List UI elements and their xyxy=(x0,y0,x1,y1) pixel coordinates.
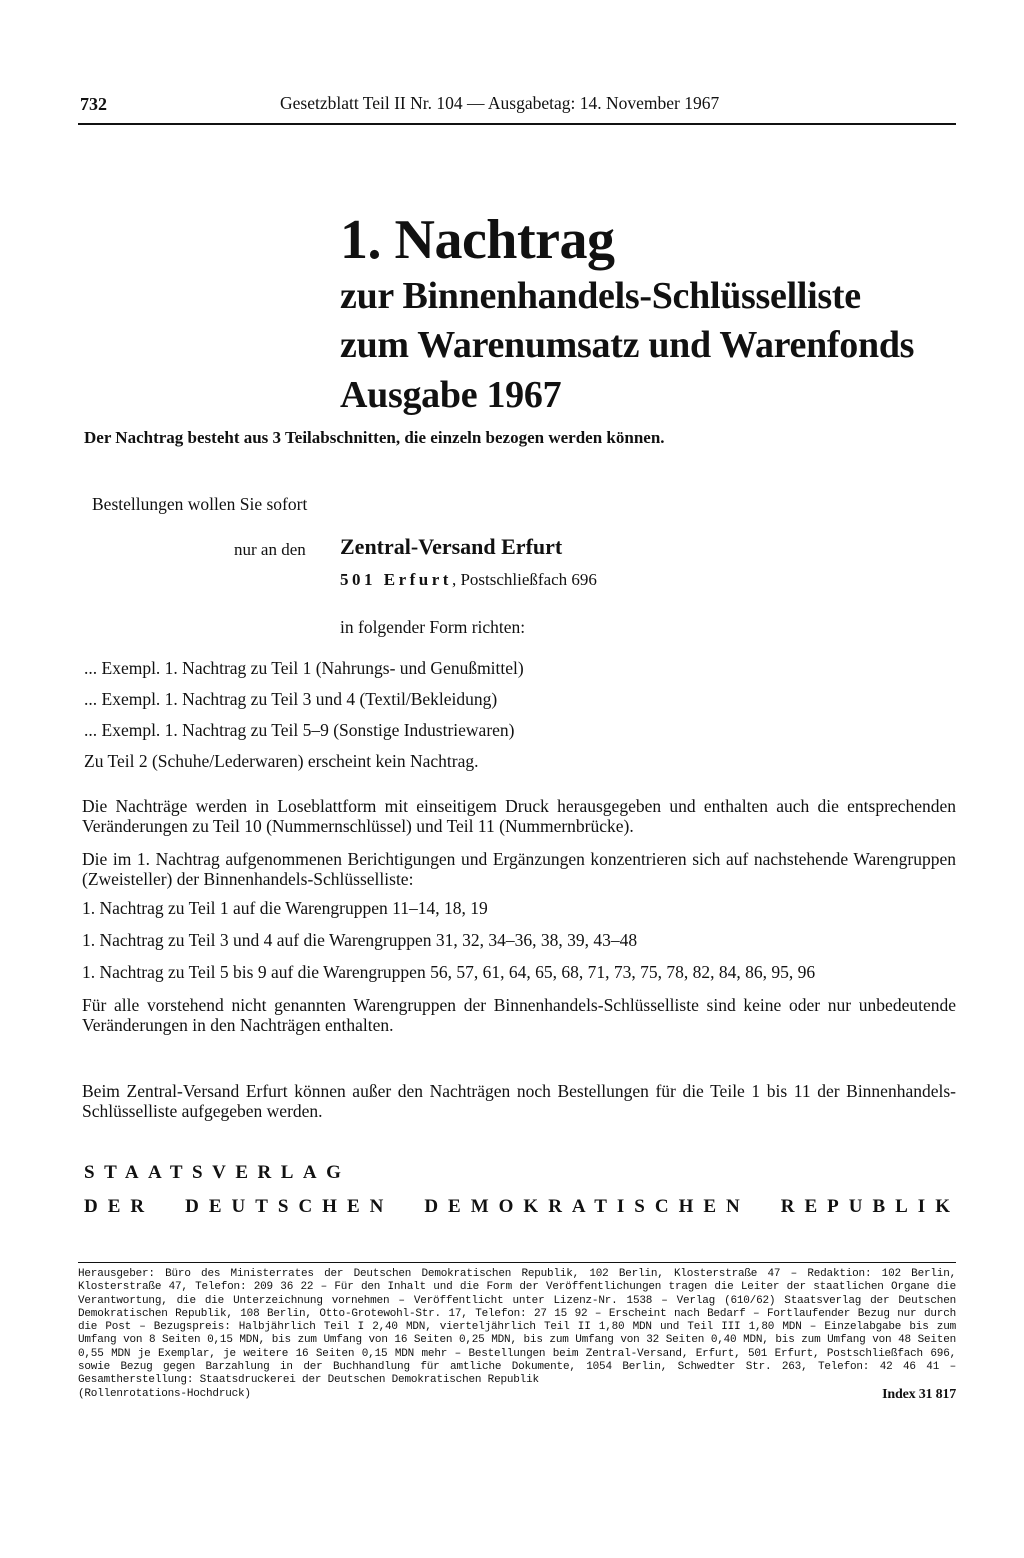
imprint-last-line xyxy=(78,1388,956,1401)
footer-rule xyxy=(78,1262,956,1263)
paragraph-looseleaf: Die Nachträge werden in Loseblattform mit einseitigem Druck herausgegeben und enthalten auch die entsprechenden Veränderungen zu Teil 10 (Nummernschlüssel) und Teil 11 (Nummernbrücke). xyxy=(82,796,956,836)
paragraph-corrections: Die im 1. Nachtrag aufgenommenen Berichtigungen und Ergänzungen konzentrieren sich auf nachstehende Warengruppen (Zweisteller) der Binnenhandels-Schlüsselliste: xyxy=(82,849,956,889)
publisher-line-1: STAATSVERLAG xyxy=(84,1162,351,1183)
title-line-3: Ausgabe 1967 xyxy=(340,374,562,416)
page-number: 732 xyxy=(80,94,107,114)
warengruppen-line: 1. Nachtrag zu Teil 1 auf die Warengruppen 11–14, 18, 19 xyxy=(82,898,488,918)
publisher-word: DEMOKRATISCHEN xyxy=(424,1196,750,1217)
title-line-1: zur Binnenhandels-Schlüsselliste xyxy=(340,275,861,317)
order-recipient: Zentral-Versand Erfurt xyxy=(340,534,563,559)
publisher-word: REPUBLIK xyxy=(780,1196,960,1217)
warengruppen-line: 1. Nachtrag zu Teil 3 und 4 auf die Warengruppen 31, 32, 34–36, 38, 39, 43–48 xyxy=(82,930,638,950)
publisher-line-2 xyxy=(84,1196,960,1218)
teil2-note: Zu Teil 2 (Schuhe/Lederwaren) erscheint kein Nachtrag. xyxy=(84,751,479,771)
order-address xyxy=(340,570,597,590)
order-intro: Bestellungen wollen Sie sofort xyxy=(92,494,308,514)
order-only-at: nur an den xyxy=(234,540,306,559)
header-rule xyxy=(78,123,956,125)
publisher-word: DER xyxy=(84,1196,155,1217)
imprint xyxy=(78,1268,956,1401)
subtitle-note: Der Nachtrag besteht aus 3 Teilabschnitten, die einzeln bezogen werden können. xyxy=(84,428,665,447)
publisher-word: DEUTSCHEN xyxy=(185,1196,394,1217)
address-city: 501 Erfurt xyxy=(340,570,452,589)
order-item: ... Exempl. 1. Nachtrag zu Teil 1 (Nahrungs- und Genußmittel) xyxy=(84,658,524,678)
order-item: ... Exempl. 1. Nachtrag zu Teil 5–9 (Sonstige Industriewaren) xyxy=(84,720,515,740)
title-main: 1. Nachtrag xyxy=(340,209,615,271)
paragraph-other-groups: Für alle vorstehend nicht genannten Warengruppen der Binnenhandels-Schlüsselliste sind keine oder nur unbedeutende Veränderungen in den Nachträgen enthalten. xyxy=(82,995,956,1035)
running-header: Gesetzblatt Teil II Nr. 104 — Ausgabetag: 14. November 1967 xyxy=(280,93,720,113)
imprint-text: Herausgeber: Büro des Ministerrates der Deutschen Demokratischen Republik, 102 Berlin, Klosterstraße 47 – Redaktion: 102 Berlin, Klosterstraße 47, Telefon: 209 36 22 – Für den Inhalt und die Form der Veröffentlichungen tragen die Leiter der staatlichen Organe die Verantwortung, die die Unterzeichnung vornehmen – Veröffentlicht unter Lizenz-Nr. 1538 – Verlag (610/62) Staatsverlag der Deutschen Demokratischen Republik, 108 Berlin, Otto-Grotewohl-Str. 17, Telefon: 27 15 92 – Erscheint nach Bedarf – Fortlaufender Bezug nur durch die Post – Bezugspreis: Halbjährlich Teil I 2,40 MDN, vierteljährlich Teil II 1,80 MDN und Teil III 1,80 MDN – Einzelabgabe bis zum Umfang von 8 Seiten 0,15 MDN, bis zum Umfang von 16 Seiten 0,25 MDN, bis zum Umfang von 32 Seiten 0,40 MDN, bis zum Umfang von 48 Seiten 0,55 MDN je Exemplar, je weitere 16 Seiten 0,15 MDN mehr – Bestellungen beim Zentral-Versand, Erfurt, 501 Erfurt, Postschließfach 696, sowie Bezug gegen Barzahlung in der Buchhandlung für amtliche Dokumente, 1054 Berlin, Schwedter Str. 263, Telefon: 42 46 41 – Gesamtherstellung: Staatsdruckerei der Deutschen Demokratischen Republik xyxy=(78,1268,956,1387)
warengruppen-line: 1. Nachtrag zu Teil 5 bis 9 auf die Warengruppen 56, 57, 61, 64, 65, 68, 71, 73, 75, 78, 82, 84, 86, 95, 96 xyxy=(82,962,816,982)
index-number: Index 31 817 xyxy=(882,1386,956,1402)
title-line-2: zum Warenumsatz und Warenfonds xyxy=(340,324,915,366)
imprint-print-method: (Rollenrotations-Hochdruck) xyxy=(78,1387,251,1400)
order-form-line: in folgender Form richten: xyxy=(340,617,526,637)
order-item: ... Exempl. 1. Nachtrag zu Teil 3 und 4 (Textil/Bekleidung) xyxy=(84,689,498,709)
address-rest: , Postschließfach 696 xyxy=(451,570,597,589)
paragraph-zentral-versand: Beim Zentral-Versand Erfurt können außer den Nachträgen noch Bestellungen für die Teile 1 bis 11 der Binnenhandels-Schlüsselliste aufgegeben werden. xyxy=(82,1081,956,1121)
